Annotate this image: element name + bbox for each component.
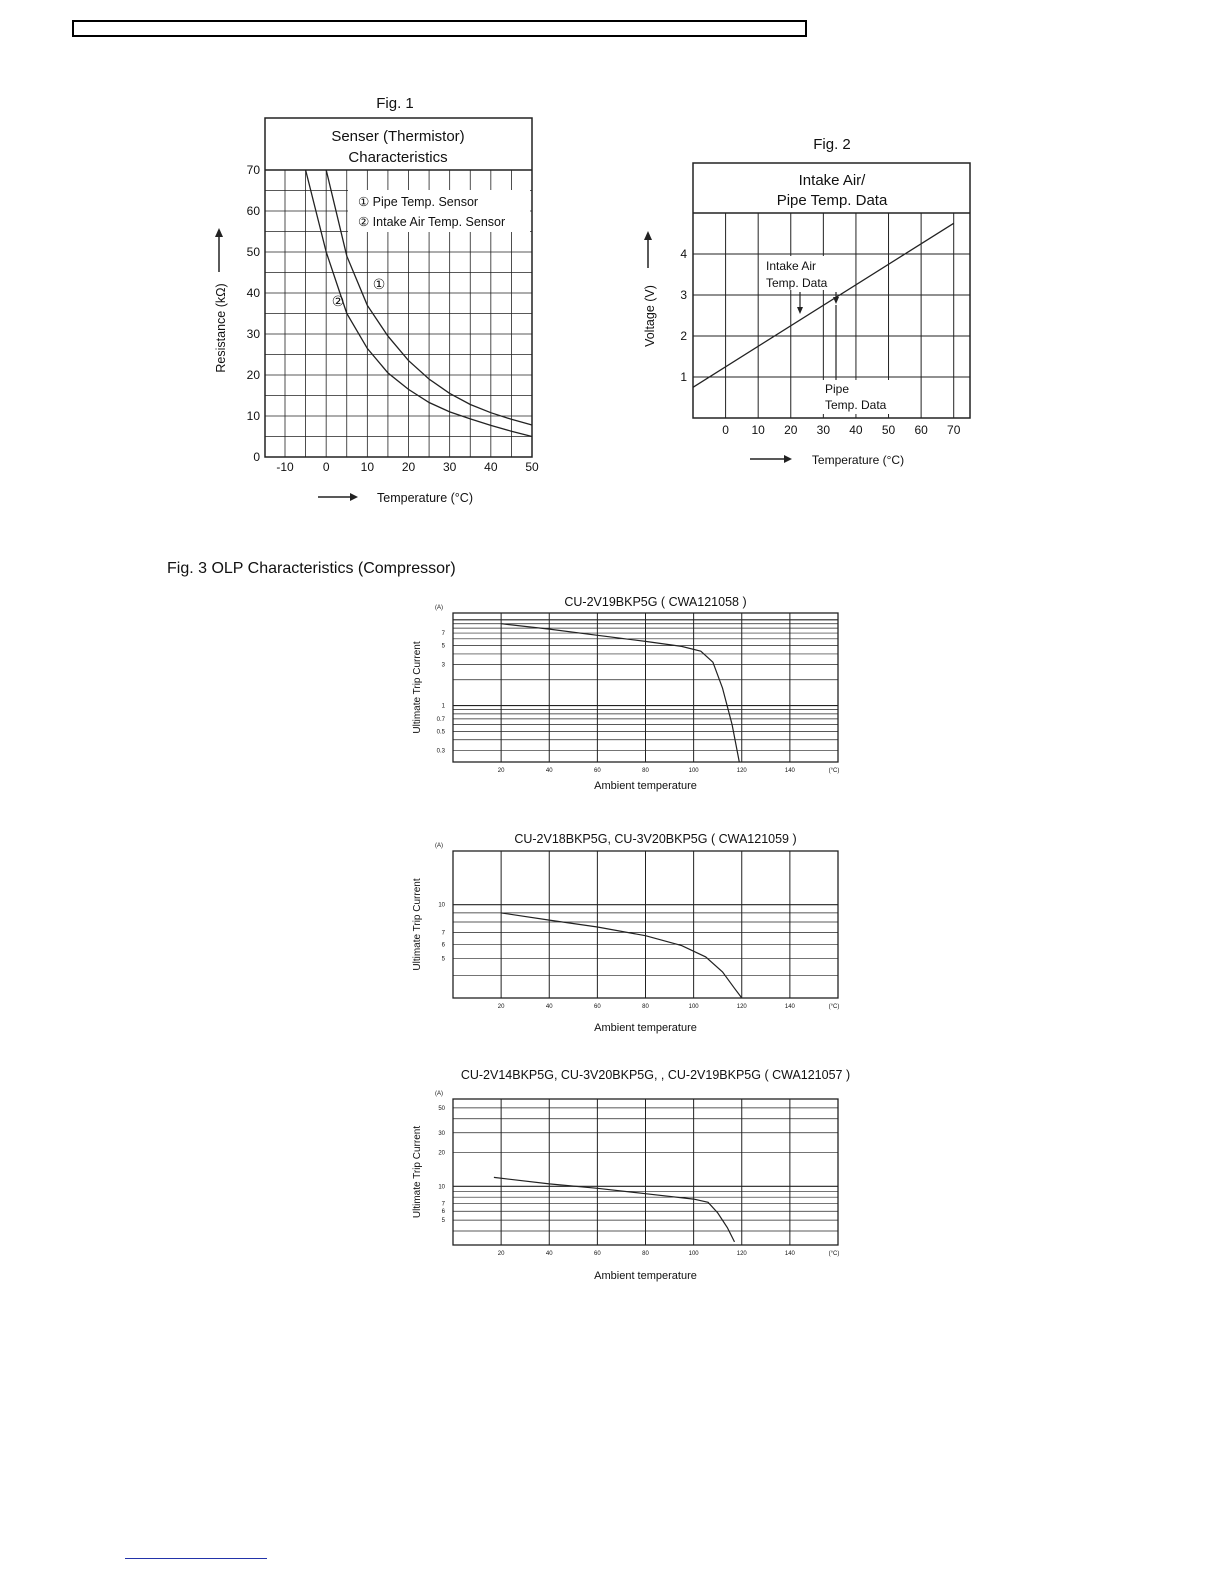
olp1-y-unit: (A): [435, 605, 443, 611]
olp2-y-tick: 5: [441, 956, 445, 963]
fig1-legend-2: ② Intake Air Temp. Sensor: [358, 215, 506, 229]
olp3-x-tick: 120: [736, 1251, 747, 1257]
olp1-y-tick: 0.5: [436, 729, 445, 736]
fig1-x-tick: 50: [525, 460, 539, 474]
fig2-label: Fig. 2: [813, 136, 851, 153]
olp3-x-tick: 140: [784, 1251, 795, 1257]
fig2-annot-arrowhead-1: [797, 307, 803, 314]
olp1-y-tick: 0.7: [436, 716, 445, 723]
fig1-title-line1: Senser (Thermistor): [331, 128, 465, 145]
olp3-y-tick: 50: [438, 1105, 445, 1112]
fig1-marker-2: ②: [331, 293, 345, 309]
olp1-x-label: Ambient temperature: [594, 780, 697, 792]
olp2-y-tick: 10: [438, 902, 445, 909]
fig2-x-label: Temperature (°C): [811, 453, 905, 467]
fig2-x-tick: 40: [849, 423, 863, 437]
fig1-y-tick: 50: [246, 245, 260, 259]
olp1-y-tick: 5: [441, 643, 445, 650]
olp1-x-tick: 80: [642, 768, 649, 774]
fig1-x-tick: 0: [322, 460, 330, 474]
footer-link-underline: [125, 1558, 267, 1559]
fig2-x-tick: 20: [784, 423, 798, 437]
fig1-x-tick: 40: [484, 460, 498, 474]
fig2-y-arrowhead: [644, 231, 652, 240]
fig1-x-label: Temperature (°C): [377, 491, 473, 505]
olp2-x-tick: 40: [545, 1004, 553, 1010]
olp3-y-unit: (A): [435, 1091, 443, 1097]
fig1-y-tick: 70: [246, 163, 260, 177]
fig2-x-tick: 60: [914, 423, 928, 437]
olp3-x-tick: 60: [594, 1251, 601, 1257]
olp3-title: CU-2V14BKP5G, CU-3V20BKP5G, , CU-2V19BKP5G ( CWA121057 ): [460, 1068, 851, 1082]
fig2-annot-pipe-1: Pipe: [825, 382, 850, 396]
fig2-y-tick: 3: [680, 288, 687, 302]
fig2-annot-pipe-2: Temp. Data: [825, 398, 887, 412]
olp1-x-tick: 120: [736, 768, 747, 774]
fig2-y-tick: 1: [680, 370, 687, 384]
olp1-x-tick: 40: [545, 768, 553, 774]
fig2-y-label: Voltage (V): [643, 285, 657, 347]
fig1-y-tick: 10: [246, 409, 260, 423]
olp1-title: CU-2V19BKP5G ( CWA121058 ): [564, 595, 747, 609]
fig2-title-line1: Intake Air/: [798, 172, 866, 189]
olp2-series-trip-current: [501, 913, 742, 998]
fig2-annot-intake-2: Temp. Data: [766, 276, 828, 290]
olp2-x-tick: 80: [642, 1004, 649, 1010]
olp1-x-tick: 100: [688, 768, 699, 774]
olp2-y-label: Ultimate Trip Current: [412, 878, 423, 971]
fig2-x-tick: 10: [751, 423, 765, 437]
fig2-annot-intake-1: Intake Air: [766, 259, 817, 273]
olp3-x-tick: 20: [497, 1251, 505, 1257]
olp2-title: CU-2V18BKP5G, CU-3V20BKP5G ( CWA121059 ): [514, 832, 797, 846]
olp3-x-unit: (°C): [828, 1251, 840, 1257]
fig1-x-tick: 30: [442, 460, 457, 474]
fig1-y-tick: 20: [246, 368, 260, 382]
fig1-legend-1: ① Pipe Temp. Sensor: [358, 195, 479, 209]
fig2-y-tick: 4: [680, 247, 687, 261]
olp1-y-label: Ultimate Trip Current: [412, 641, 423, 734]
fig2-x-tick: 70: [947, 423, 961, 437]
fig3-title: Fig. 3 OLP Characteristics (Compressor): [167, 560, 456, 577]
olp2-x-label: Ambient temperature: [594, 1022, 697, 1034]
olp1-x-tick: 140: [784, 768, 795, 774]
fig2-x-tick: 30: [816, 423, 831, 437]
olp2-x-tick: 120: [736, 1004, 747, 1010]
fig1-title-line2: Characteristics: [348, 149, 448, 166]
olp1-y-tick: 7: [441, 631, 445, 638]
olp3-x-tick: 100: [688, 1251, 699, 1257]
olp3-y-tick: 30: [438, 1130, 445, 1137]
olp2-x-unit: (°C): [828, 1004, 840, 1010]
olp3-x-label: Ambient temperature: [594, 1270, 697, 1282]
olp1-y-tick: 0.3: [436, 748, 445, 755]
olp2-x-tick: 140: [784, 1004, 795, 1010]
olp3-y-tick: 10: [438, 1184, 445, 1191]
olp1-x-tick: 20: [497, 768, 505, 774]
fig1-y-label: Resistance (kΩ): [214, 283, 228, 373]
olp3-y-tick: 6: [441, 1209, 445, 1216]
fig1-x-tick: 10: [360, 460, 375, 474]
olp1-y-tick: 3: [441, 662, 445, 669]
olp2-x-tick: 20: [497, 1004, 505, 1010]
fig1-x-tick: 20: [401, 460, 416, 474]
fig1-marker-1: ①: [372, 276, 386, 292]
olp3-y-label: Ultimate Trip Current: [412, 1125, 423, 1219]
fig1-y-tick: 0: [253, 450, 260, 464]
olp3-x-tick: 40: [545, 1251, 553, 1257]
olp1-x-tick: 60: [594, 768, 601, 774]
fig2-x-tick: 50: [881, 423, 896, 437]
olp3-y-tick: 5: [441, 1218, 445, 1225]
olp3-y-tick: 20: [438, 1150, 445, 1157]
fig1-y-tick: 40: [246, 286, 260, 300]
olp3-x-tick: 80: [642, 1251, 649, 1257]
olp2-y-unit: (A): [435, 843, 443, 849]
fig2-annot-arrowhead-2: [833, 297, 839, 304]
olp1-y-tick: 1: [441, 703, 445, 710]
fig2-y-tick: 2: [680, 329, 687, 343]
fig2-x-tick: 0: [722, 423, 729, 437]
olp2-y-tick: 7: [441, 930, 445, 937]
olp2-x-tick: 100: [688, 1004, 699, 1010]
fig1-frame: [265, 118, 532, 457]
fig1-label: Fig. 1: [376, 95, 414, 112]
fig1-y-arrowhead: [215, 228, 223, 237]
fig1-x-arrowhead: [350, 493, 358, 501]
fig1-y-tick: 30: [246, 327, 260, 341]
olp3-series-trip-current: [494, 1177, 735, 1242]
olp2-y-tick: 6: [441, 942, 445, 949]
olp2-x-tick: 60: [594, 1004, 601, 1010]
olp1-series-trip-current: [501, 624, 739, 762]
fig1-y-tick: 60: [246, 204, 260, 218]
fig2-x-arrowhead: [784, 455, 792, 463]
olp1-x-unit: (°C): [828, 768, 840, 774]
fig2-title-line2: Pipe Temp. Data: [776, 192, 888, 209]
fig1-x-tick: -10: [276, 460, 294, 474]
olp3-y-tick: 7: [441, 1201, 445, 1208]
